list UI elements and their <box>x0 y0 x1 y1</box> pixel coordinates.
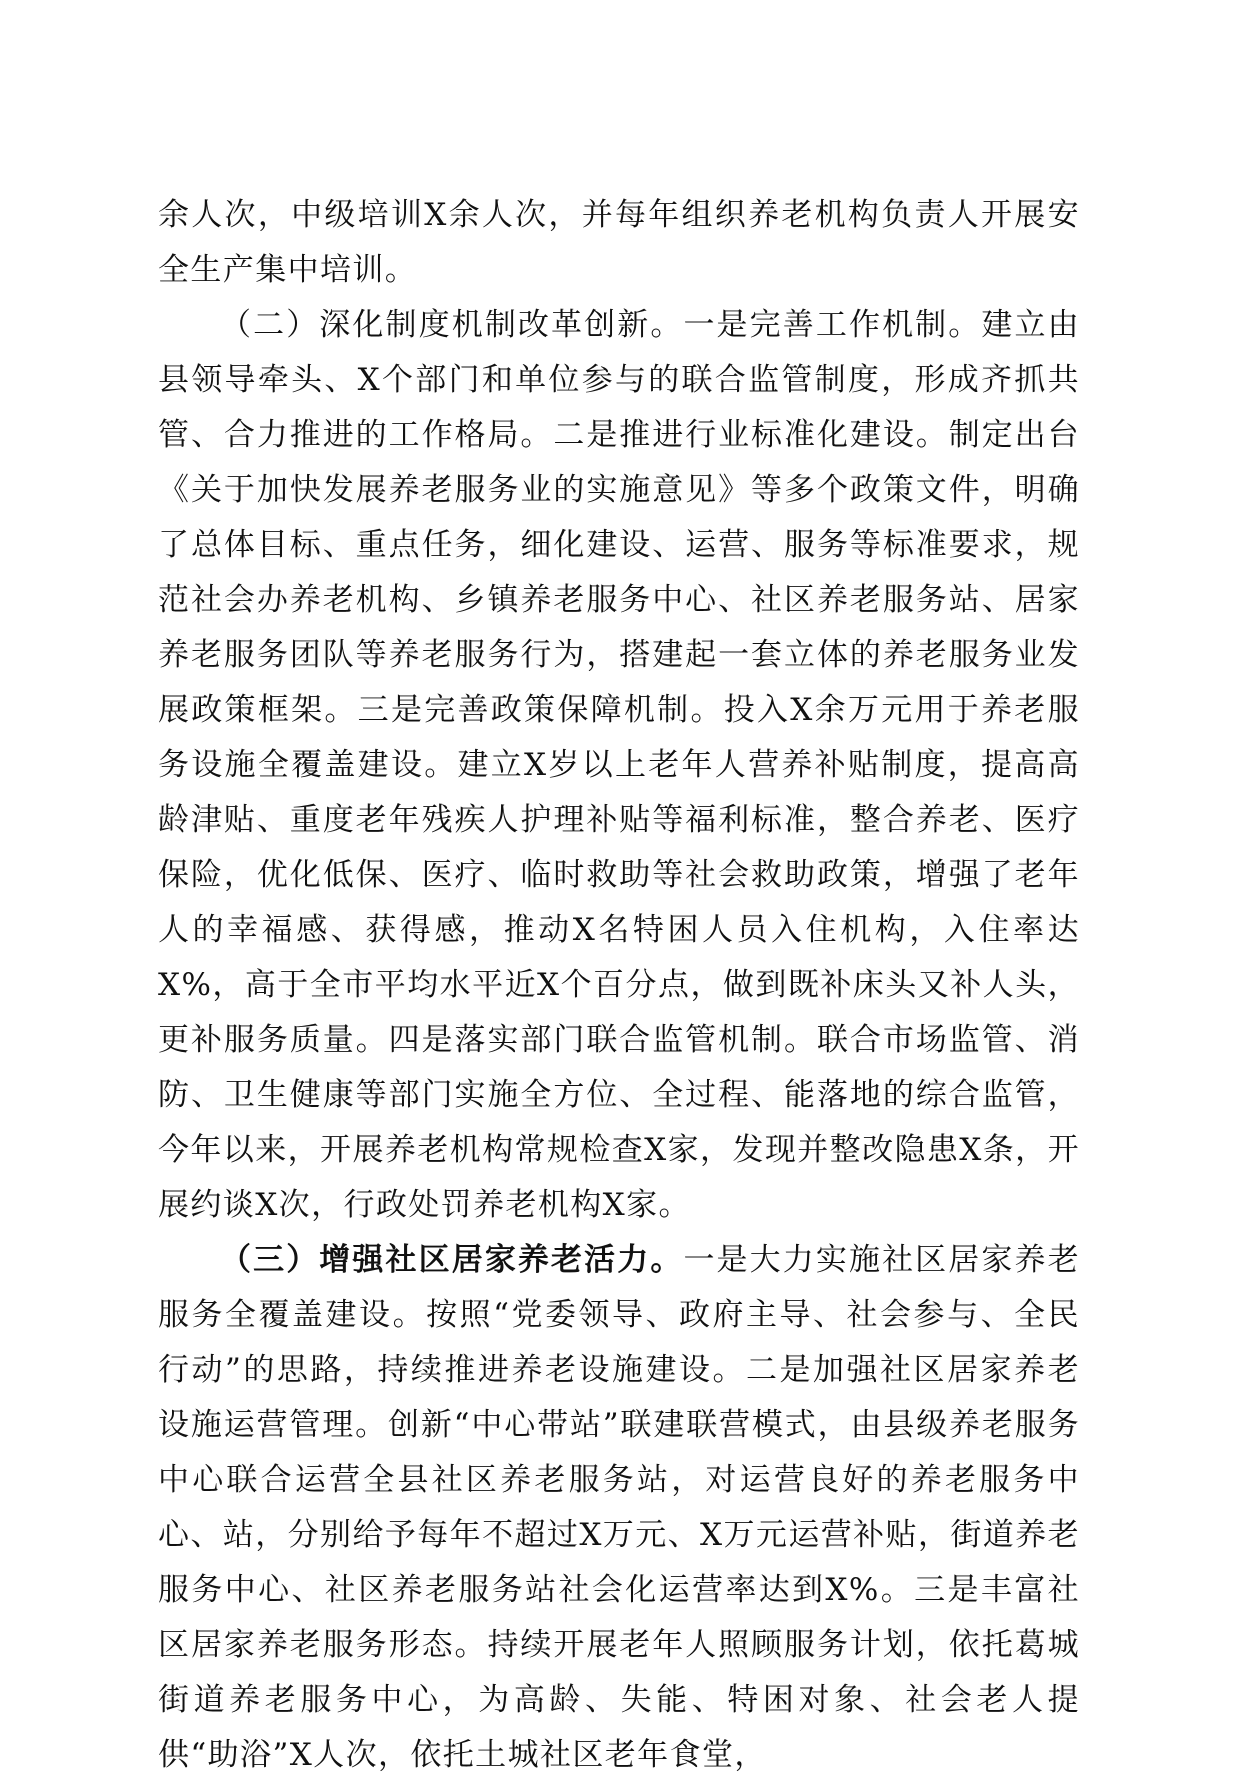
document-page <box>158 188 1080 1783</box>
paragraph-text: 一是大力实施社区居家养老服务全覆盖建设。按照“党委领导、政府主导、社会参与、全民行动”的思路，持续推进养老设施建设。二是加强社区居家养老设施运营管理。创新“中心带站”联建联营模式，由县级养老服务中心联合运营全县社区养老服务站，对运营良好的养老服务中心、站，分别给予每年不超过X万元、X万元运营补贴，街道养老服务中心、社区养老服务站社会化运营率达到X%。三是丰富社区居家养老服务形态。持续开展老年人照顾服务计划，依托葛城街道养老服务中心，为高龄、失能、特困对象、社会老人提供“助浴”X人次，依托土城社区老年食堂， <box>158 1242 1080 1773</box>
paragraph-text: 一是完善工作机制。建立由县领导牵头、X个部门和单位参与的联合监管制度，形成齐抓共管、合力推进的工作格局。二是推进行业标准化建设。制定出台《关于加快发展养老服务业的实施意见》等多个政策文件，明确了总体目标、重点任务，细化建设、运营、服务等标准要求，规范社会办养老机构、乡镇养老服务中心、社区养老服务站、居家养老服务团队等养老服务行为，搭建起一套立体的养老服务业发展政策框架。三是完善政策保障机制。投入X余万元用于养老服务设施全覆盖建设。建立X岁以上老年人营养补贴制度，提高高龄津贴、重度老年残疾人护理补贴等福利标准，整合养老、医疗保险，优化低保、医疗、临时救助等社会救助政策，增强了老年人的幸福感、获得感，推动X名特困人员入住机构，入住率达X%，高于全市平均水平近X个百分点，做到既补床头又补人头，更补服务质量。四是落实部门联合监管机制。联合市场监管、消防、卫生健康等部门实施全方位、全过程、能落地的综合监管，今年以来，开展养老机构常规检查X家，发现并整改隐患X条，开展约谈X次，行政处罚养老机构X家。 <box>158 307 1080 1223</box>
paragraph-continuation <box>158 188 1080 298</box>
paragraph-community-elderly-care <box>158 1233 1080 1783</box>
section-heading-3: （三）增强社区居家养老活力。 <box>220 1242 684 1278</box>
paragraph-institutional-reform <box>158 298 1080 1233</box>
paragraph-text: 余人次，中级培训X余人次，并每年组织养老机构负责人开展安全生产集中培训。 <box>158 197 1080 288</box>
section-heading-2: （二）深化制度机制改革创新。 <box>220 307 684 343</box>
